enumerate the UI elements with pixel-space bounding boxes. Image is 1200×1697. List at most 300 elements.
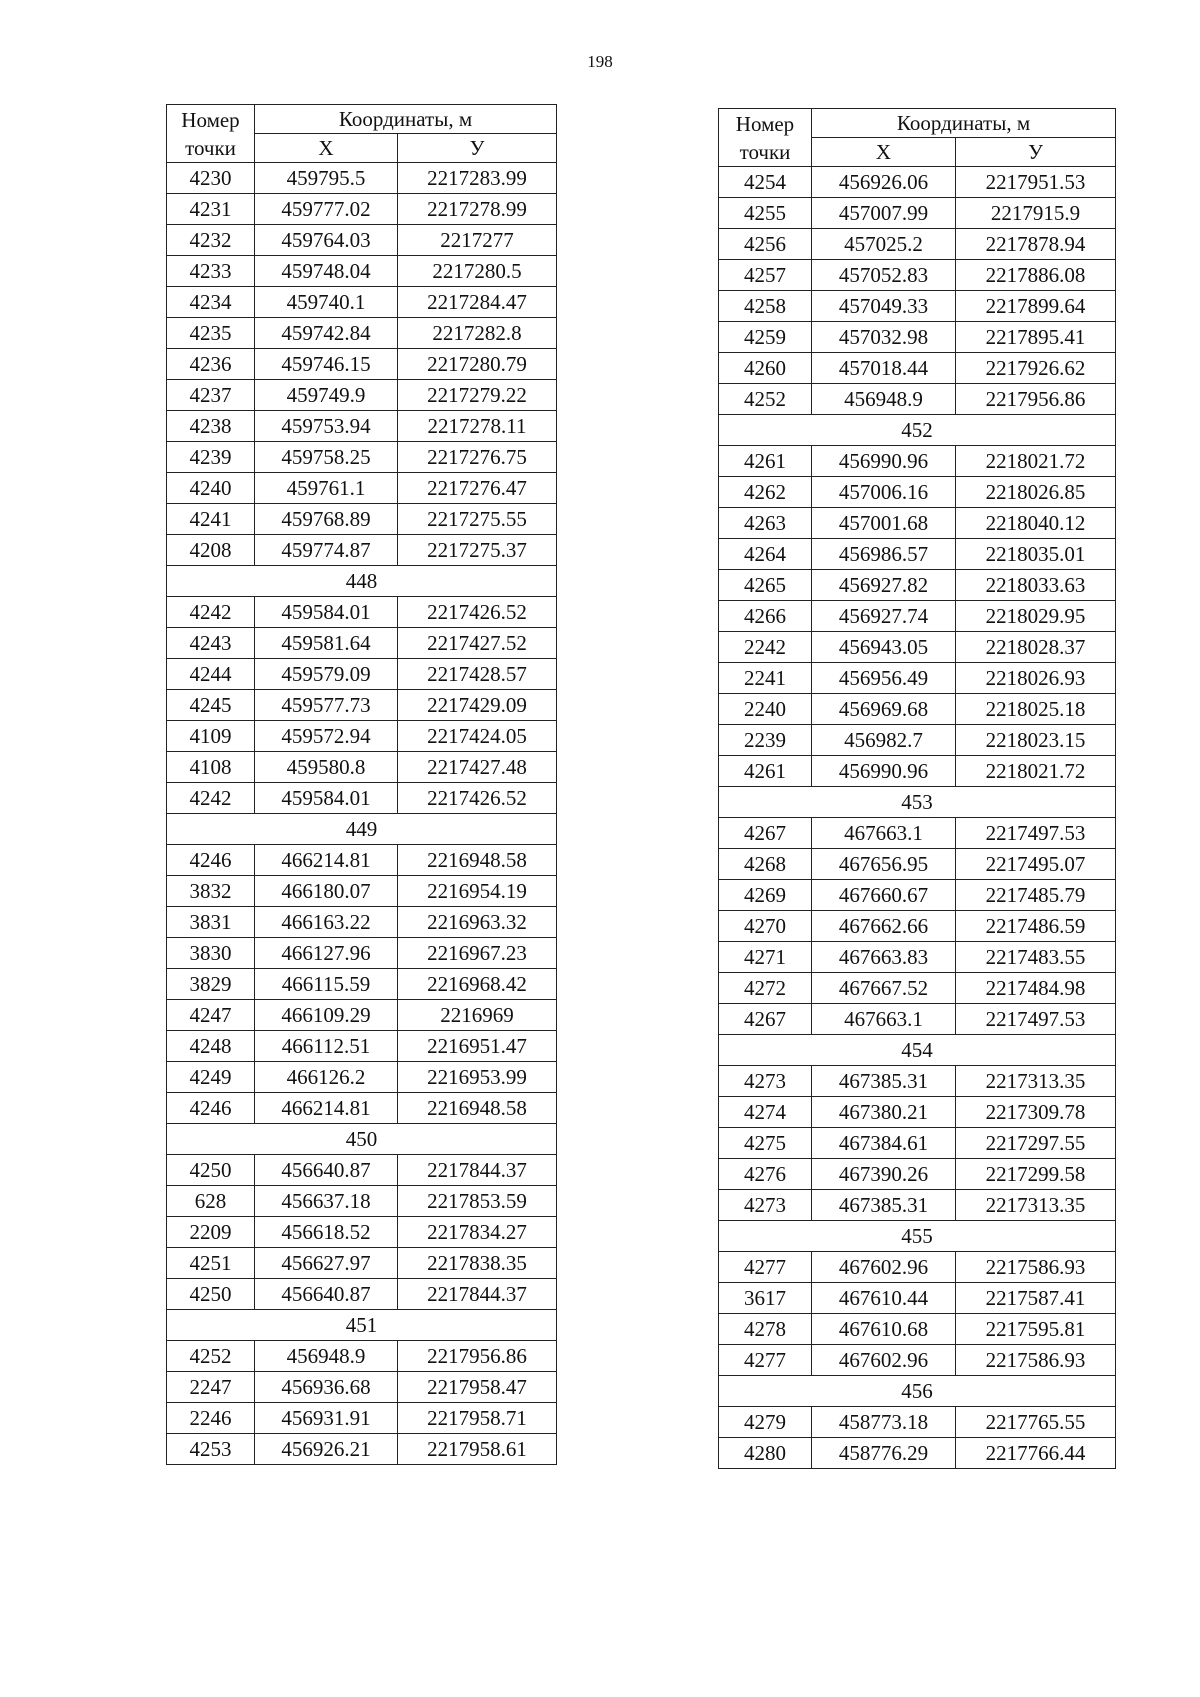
- x-coordinate-cell: 456927.82: [812, 570, 956, 601]
- x-coordinate-cell: 467660.67: [812, 880, 956, 911]
- y-coordinate-cell: 2217486.59: [956, 911, 1116, 942]
- table-row: [719, 384, 1116, 415]
- point-number-cell: 3831: [167, 907, 255, 938]
- point-number-cell: 4254: [719, 167, 812, 198]
- table-row: [167, 1155, 557, 1186]
- point-number-cell: 4277: [719, 1345, 812, 1376]
- point-number-cell: 4261: [719, 756, 812, 787]
- section-row: [167, 1124, 557, 1155]
- y-coordinate-cell: 2217497.53: [956, 818, 1116, 849]
- y-coordinate-cell: 2217958.71: [398, 1403, 557, 1434]
- point-number-cell: 4242: [167, 783, 255, 814]
- y-coordinate-cell: 2217278.99: [398, 194, 557, 225]
- x-coordinate-cell: 467602.96: [812, 1345, 956, 1376]
- table-row: [167, 1248, 557, 1279]
- x-coordinate-cell: 466163.22: [255, 907, 398, 938]
- y-coordinate-cell: 2217427.52: [398, 628, 557, 659]
- y-coordinate-cell: 2217313.35: [956, 1066, 1116, 1097]
- point-number-cell: 4208: [167, 535, 255, 566]
- y-coordinate-cell: 2217838.35: [398, 1248, 557, 1279]
- y-coordinate-cell: 2216967.23: [398, 938, 557, 969]
- point-number-cell: 4272: [719, 973, 812, 1004]
- point-number-cell: 4252: [719, 384, 812, 415]
- table-row: [719, 818, 1116, 849]
- y-coordinate-cell: 2217586.93: [956, 1345, 1116, 1376]
- y-coordinate-cell: 2217276.47: [398, 473, 557, 504]
- table-row: [719, 229, 1116, 260]
- point-number-cell: 4239: [167, 442, 255, 473]
- x-coordinate-cell: 459584.01: [255, 783, 398, 814]
- x-coordinate-cell: 467663.1: [812, 818, 956, 849]
- point-number-cell: 4267: [719, 1004, 812, 1035]
- point-number-cell: 4258: [719, 291, 812, 322]
- table-row: [719, 1128, 1116, 1159]
- y-coordinate-cell: 2217483.55: [956, 942, 1116, 973]
- point-number-cell: 4256: [719, 229, 812, 260]
- y-coordinate-cell: 2218033.63: [956, 570, 1116, 601]
- point-number-cell: 4231: [167, 194, 255, 225]
- table-row: [719, 694, 1116, 725]
- table-row: [719, 1252, 1116, 1283]
- x-coordinate-cell: 457032.98: [812, 322, 956, 353]
- point-number-cell: 4273: [719, 1190, 812, 1221]
- x-coordinate-cell: 466126.2: [255, 1062, 398, 1093]
- table-row: [719, 570, 1116, 601]
- y-coordinate-cell: 2217426.52: [398, 597, 557, 628]
- point-number-cell: 4246: [167, 1093, 255, 1124]
- table-row: [167, 1031, 557, 1062]
- table-row: [719, 1314, 1116, 1345]
- table-row: [167, 287, 557, 318]
- x-coordinate-cell: 459740.1: [255, 287, 398, 318]
- point-number-cell: 3829: [167, 969, 255, 1000]
- table-row: [167, 1403, 557, 1434]
- y-coordinate-cell: 2217951.53: [956, 167, 1116, 198]
- y-coordinate-cell: 2217915.9: [956, 198, 1116, 229]
- y-coordinate-cell: 2217275.37: [398, 535, 557, 566]
- point-number-cell: 4236: [167, 349, 255, 380]
- x-coordinate-cell: 459768.89: [255, 504, 398, 535]
- y-coordinate-cell: 2217587.41: [956, 1283, 1116, 1314]
- x-coordinate-cell: 459579.09: [255, 659, 398, 690]
- section-number: 456: [719, 1376, 1116, 1407]
- table-row: [719, 1190, 1116, 1221]
- point-number-cell: 4273: [719, 1066, 812, 1097]
- x-coordinate-cell: 458773.18: [812, 1407, 956, 1438]
- table-row: [719, 1345, 1116, 1376]
- y-coordinate-cell: 2217284.47: [398, 287, 557, 318]
- table-row: [719, 1159, 1116, 1190]
- x-coordinate-cell: 456637.18: [255, 1186, 398, 1217]
- section-row: [719, 1221, 1116, 1252]
- x-coordinate-cell: 459761.1: [255, 473, 398, 504]
- x-coordinate-cell: 456931.91: [255, 1403, 398, 1434]
- table-row: [719, 508, 1116, 539]
- x-coordinate-cell: 459742.84: [255, 318, 398, 349]
- point-number-cell: 4252: [167, 1341, 255, 1372]
- table-row: [719, 1004, 1116, 1035]
- x-coordinate-cell: 457025.2: [812, 229, 956, 260]
- table-row: [167, 876, 557, 907]
- table-row: [719, 353, 1116, 384]
- table-row: [167, 163, 557, 194]
- x-coordinate-cell: 467610.68: [812, 1314, 956, 1345]
- x-coordinate-cell: 467380.21: [812, 1097, 956, 1128]
- point-number-cell: 4264: [719, 539, 812, 570]
- coordinates-table-left: [166, 104, 557, 1465]
- point-number-cell: 4246: [167, 845, 255, 876]
- table-body: [167, 163, 557, 1465]
- y-column-header: У: [398, 134, 557, 163]
- x-coordinate-cell: 456986.57: [812, 539, 956, 570]
- x-coordinate-cell: 467663.1: [812, 1004, 956, 1035]
- table-row: [167, 411, 557, 442]
- point-number-cell: 4109: [167, 721, 255, 752]
- y-coordinate-cell: 2216963.32: [398, 907, 557, 938]
- coordinates-header: Координаты, м: [812, 109, 1116, 138]
- y-coordinate-cell: 2217424.05: [398, 721, 557, 752]
- x-coordinate-cell: 456936.68: [255, 1372, 398, 1403]
- y-coordinate-cell: 2217277: [398, 225, 557, 256]
- x-coordinate-cell: 466112.51: [255, 1031, 398, 1062]
- x-coordinate-cell: 466214.81: [255, 845, 398, 876]
- x-coordinate-cell: 459584.01: [255, 597, 398, 628]
- y-coordinate-cell: 2217844.37: [398, 1279, 557, 1310]
- table-row: [167, 752, 557, 783]
- x-coordinate-cell: 467656.95: [812, 849, 956, 880]
- table-row: [719, 601, 1116, 632]
- table-row: [719, 446, 1116, 477]
- x-coordinate-cell: 457018.44: [812, 353, 956, 384]
- table-row: [167, 659, 557, 690]
- table-row: [167, 504, 557, 535]
- section-row: [719, 1035, 1116, 1066]
- y-coordinate-cell: 2217766.44: [956, 1438, 1116, 1469]
- x-coordinate-cell: 457006.16: [812, 477, 956, 508]
- table-row: [167, 628, 557, 659]
- x-coordinate-cell: 459764.03: [255, 225, 398, 256]
- point-number-cell: 4248: [167, 1031, 255, 1062]
- point-number-cell: 4268: [719, 849, 812, 880]
- y-coordinate-cell: 2216968.42: [398, 969, 557, 1000]
- point-number-cell: 4280: [719, 1438, 812, 1469]
- y-coordinate-cell: 2217297.55: [956, 1128, 1116, 1159]
- y-coordinate-cell: 2217428.57: [398, 659, 557, 690]
- table-row: [719, 1066, 1116, 1097]
- table-row: [719, 942, 1116, 973]
- y-coordinate-cell: 2217844.37: [398, 1155, 557, 1186]
- x-coordinate-cell: 459777.02: [255, 194, 398, 225]
- y-coordinate-cell: 2217853.59: [398, 1186, 557, 1217]
- point-number-cell: 2241: [719, 663, 812, 694]
- y-coordinate-cell: 2217276.75: [398, 442, 557, 473]
- x-coordinate-cell: 466109.29: [255, 1000, 398, 1031]
- point-number-cell: 4240: [167, 473, 255, 504]
- y-coordinate-cell: 2218040.12: [956, 508, 1116, 539]
- point-number-cell: 2209: [167, 1217, 255, 1248]
- y-coordinate-cell: 2216969: [398, 1000, 557, 1031]
- table-row: [167, 1093, 557, 1124]
- x-coordinate-cell: 457049.33: [812, 291, 956, 322]
- y-coordinate-cell: 2217279.22: [398, 380, 557, 411]
- table-row: [167, 1000, 557, 1031]
- section-number: 449: [167, 814, 557, 845]
- section-row: [719, 415, 1116, 446]
- point-number-cell: 4108: [167, 752, 255, 783]
- x-coordinate-cell: 456956.49: [812, 663, 956, 694]
- y-coordinate-cell: 2218026.93: [956, 663, 1116, 694]
- x-coordinate-cell: 459572.94: [255, 721, 398, 752]
- x-coordinate-cell: 459749.9: [255, 380, 398, 411]
- table-row: [719, 1438, 1116, 1469]
- point-number-cell: 3617: [719, 1283, 812, 1314]
- x-coordinate-cell: 467390.26: [812, 1159, 956, 1190]
- point-number-cell: 4269: [719, 880, 812, 911]
- table-row: [167, 938, 557, 969]
- point-number-cell: 4275: [719, 1128, 812, 1159]
- y-coordinate-cell: 2216953.99: [398, 1062, 557, 1093]
- x-coordinate-cell: 466214.81: [255, 1093, 398, 1124]
- point-number-cell: 4241: [167, 504, 255, 535]
- x-coordinate-cell: 467663.83: [812, 942, 956, 973]
- point-number-cell: 4243: [167, 628, 255, 659]
- y-coordinate-cell: 2217280.79: [398, 349, 557, 380]
- section-row: [167, 566, 557, 597]
- point-number-cell: 4245: [167, 690, 255, 721]
- point-number-cell: 4250: [167, 1155, 255, 1186]
- point-number-cell: 4270: [719, 911, 812, 942]
- y-coordinate-cell: 2217956.86: [956, 384, 1116, 415]
- point-number-cell: 4249: [167, 1062, 255, 1093]
- y-coordinate-cell: 2217299.58: [956, 1159, 1116, 1190]
- point-number-cell: 4260: [719, 353, 812, 384]
- y-coordinate-cell: 2216951.47: [398, 1031, 557, 1062]
- x-column-header: Х: [812, 138, 956, 167]
- y-coordinate-cell: 2218021.72: [956, 756, 1116, 787]
- y-coordinate-cell: 2217427.48: [398, 752, 557, 783]
- x-coordinate-cell: 457001.68: [812, 508, 956, 539]
- y-coordinate-cell: 2218026.85: [956, 477, 1116, 508]
- y-coordinate-cell: 2217958.61: [398, 1434, 557, 1465]
- table-row: [719, 663, 1116, 694]
- point-number-cell: 4276: [719, 1159, 812, 1190]
- y-coordinate-cell: 2217283.99: [398, 163, 557, 194]
- table-row: [167, 907, 557, 938]
- x-coordinate-cell: 467667.52: [812, 973, 956, 1004]
- table-row: [167, 1279, 557, 1310]
- table-row: [167, 1217, 557, 1248]
- x-coordinate-cell: 459795.5: [255, 163, 398, 194]
- point-number-cell: 4242: [167, 597, 255, 628]
- x-coordinate-cell: 456969.68: [812, 694, 956, 725]
- table-row: [167, 442, 557, 473]
- x-coordinate-cell: 456948.9: [812, 384, 956, 415]
- y-coordinate-cell: 2217275.55: [398, 504, 557, 535]
- y-coordinate-cell: 2217280.5: [398, 256, 557, 287]
- section-row: [719, 1376, 1116, 1407]
- table-row: [719, 322, 1116, 353]
- point-number-cell: 2246: [167, 1403, 255, 1434]
- table-row: [167, 1186, 557, 1217]
- y-coordinate-cell: 2217956.86: [398, 1341, 557, 1372]
- x-coordinate-cell: 456943.05: [812, 632, 956, 663]
- table-row: [719, 973, 1116, 1004]
- y-coordinate-cell: 2217586.93: [956, 1252, 1116, 1283]
- y-coordinate-cell: 2217895.41: [956, 322, 1116, 353]
- point-number-cell: 4263: [719, 508, 812, 539]
- table-row: [167, 349, 557, 380]
- point-number-cell: 4274: [719, 1097, 812, 1128]
- point-number-cell: 4279: [719, 1407, 812, 1438]
- y-coordinate-cell: 2217485.79: [956, 880, 1116, 911]
- section-number: 453: [719, 787, 1116, 818]
- point-number-cell: 4251: [167, 1248, 255, 1279]
- point-number-cell: 2242: [719, 632, 812, 663]
- point-number-cell: 4237: [167, 380, 255, 411]
- table-row: [719, 167, 1116, 198]
- x-column-header: Х: [255, 134, 398, 163]
- x-coordinate-cell: 467385.31: [812, 1190, 956, 1221]
- table-row: [167, 535, 557, 566]
- table-row: [167, 318, 557, 349]
- point-number-cell: 2240: [719, 694, 812, 725]
- point-number-cell: 4271: [719, 942, 812, 973]
- table-row: [719, 632, 1116, 663]
- table-row: [167, 473, 557, 504]
- point-number-cell: 4265: [719, 570, 812, 601]
- y-column-header: У: [956, 138, 1116, 167]
- coordinates-header: Координаты, м: [255, 105, 557, 134]
- x-coordinate-cell: 459577.73: [255, 690, 398, 721]
- x-coordinate-cell: 459758.25: [255, 442, 398, 473]
- point-number-header: Номер точки: [719, 109, 812, 167]
- table-row: [167, 783, 557, 814]
- x-coordinate-cell: 459746.15: [255, 349, 398, 380]
- point-number-cell: 4244: [167, 659, 255, 690]
- table-row: [167, 1341, 557, 1372]
- point-number-cell: 4233: [167, 256, 255, 287]
- table-row: [167, 380, 557, 411]
- x-coordinate-cell: 459581.64: [255, 628, 398, 659]
- x-coordinate-cell: 457007.99: [812, 198, 956, 229]
- table-body: [719, 167, 1116, 1469]
- x-coordinate-cell: 457052.83: [812, 260, 956, 291]
- x-coordinate-cell: 459774.87: [255, 535, 398, 566]
- y-coordinate-cell: 2217878.94: [956, 229, 1116, 260]
- section-row: [167, 1310, 557, 1341]
- point-number-cell: 2247: [167, 1372, 255, 1403]
- section-number: 448: [167, 566, 557, 597]
- point-number-cell: 4232: [167, 225, 255, 256]
- point-number-header: Номер точки: [167, 105, 255, 163]
- x-coordinate-cell: 459753.94: [255, 411, 398, 442]
- point-number-cell: 3830: [167, 938, 255, 969]
- section-number: 451: [167, 1310, 557, 1341]
- point-number-cell: 4261: [719, 446, 812, 477]
- y-coordinate-cell: 2216948.58: [398, 845, 557, 876]
- table-row: [719, 198, 1116, 229]
- table-row: [719, 849, 1116, 880]
- point-number-cell: 4235: [167, 318, 255, 349]
- table-row: [167, 845, 557, 876]
- y-coordinate-cell: 2217484.98: [956, 973, 1116, 1004]
- x-coordinate-cell: 456926.21: [255, 1434, 398, 1465]
- x-coordinate-cell: 467662.66: [812, 911, 956, 942]
- y-coordinate-cell: 2216954.19: [398, 876, 557, 907]
- x-coordinate-cell: 456926.06: [812, 167, 956, 198]
- y-coordinate-cell: 2217899.64: [956, 291, 1116, 322]
- point-number-cell: 4259: [719, 322, 812, 353]
- y-coordinate-cell: 2218035.01: [956, 539, 1116, 570]
- table-row: [719, 477, 1116, 508]
- x-coordinate-cell: 456982.7: [812, 725, 956, 756]
- x-coordinate-cell: 456948.9: [255, 1341, 398, 1372]
- table-row: [719, 756, 1116, 787]
- table-row: [167, 721, 557, 752]
- x-coordinate-cell: 466127.96: [255, 938, 398, 969]
- y-coordinate-cell: 2218021.72: [956, 446, 1116, 477]
- table-row: [719, 911, 1116, 942]
- y-coordinate-cell: 2217309.78: [956, 1097, 1116, 1128]
- x-coordinate-cell: 456927.74: [812, 601, 956, 632]
- point-number-cell: 4262: [719, 477, 812, 508]
- table-row: [167, 969, 557, 1000]
- x-coordinate-cell: 456640.87: [255, 1155, 398, 1186]
- y-coordinate-cell: 2217958.47: [398, 1372, 557, 1403]
- x-coordinate-cell: 459748.04: [255, 256, 398, 287]
- y-coordinate-cell: 2218023.15: [956, 725, 1116, 756]
- x-coordinate-cell: 467385.31: [812, 1066, 956, 1097]
- x-coordinate-cell: 467602.96: [812, 1252, 956, 1283]
- table-row: [719, 725, 1116, 756]
- x-coordinate-cell: 456627.97: [255, 1248, 398, 1279]
- section-number: 455: [719, 1221, 1116, 1252]
- point-number-cell: 4234: [167, 287, 255, 318]
- table-row: [719, 539, 1116, 570]
- point-number-cell: 4277: [719, 1252, 812, 1283]
- y-coordinate-cell: 2217926.62: [956, 353, 1116, 384]
- table-row: [719, 1097, 1116, 1128]
- point-number-cell: 4247: [167, 1000, 255, 1031]
- table-row: [167, 1434, 557, 1465]
- y-coordinate-cell: 2217495.07: [956, 849, 1116, 880]
- y-coordinate-cell: 2217886.08: [956, 260, 1116, 291]
- x-coordinate-cell: 458776.29: [812, 1438, 956, 1469]
- table-row: [167, 194, 557, 225]
- table-row: [719, 1283, 1116, 1314]
- x-coordinate-cell: 456640.87: [255, 1279, 398, 1310]
- section-row: [167, 814, 557, 845]
- table-row: [719, 260, 1116, 291]
- table-row: [167, 597, 557, 628]
- x-coordinate-cell: 456990.96: [812, 446, 956, 477]
- y-coordinate-cell: 2218029.95: [956, 601, 1116, 632]
- point-number-cell: 4257: [719, 260, 812, 291]
- y-coordinate-cell: 2218028.37: [956, 632, 1116, 663]
- y-coordinate-cell: 2217282.8: [398, 318, 557, 349]
- x-coordinate-cell: 456990.96: [812, 756, 956, 787]
- table-row: [167, 256, 557, 287]
- y-coordinate-cell: 2217765.55: [956, 1407, 1116, 1438]
- section-number: 454: [719, 1035, 1116, 1066]
- y-coordinate-cell: 2217834.27: [398, 1217, 557, 1248]
- point-number-cell: 4255: [719, 198, 812, 229]
- table-header: [167, 105, 557, 163]
- table-header: [719, 109, 1116, 167]
- y-coordinate-cell: 2217429.09: [398, 690, 557, 721]
- y-coordinate-cell: 2216948.58: [398, 1093, 557, 1124]
- table-row: [719, 291, 1116, 322]
